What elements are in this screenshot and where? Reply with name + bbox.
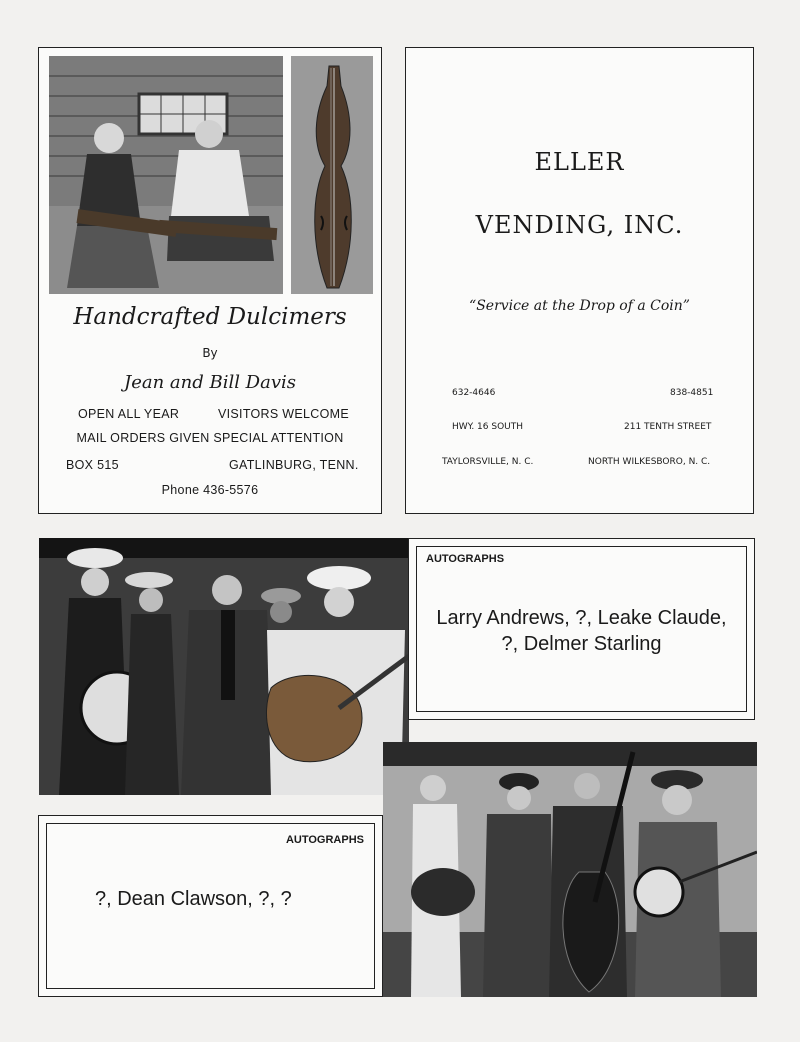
autographs-names-1a: Larry Andrews, ?, Leake Claude, — [436, 607, 727, 629]
eller-left-address: HWY. 16 SOUTH — [452, 422, 524, 432]
autographs-heading-1: AUTOGRAPHS — [426, 553, 505, 565]
eller-left-phone: 632-4646 — [452, 388, 496, 398]
autographs-names-1b: ?, Delmer Starling — [501, 633, 662, 655]
eller-slogan: “Service at the Drop of a Coin” — [469, 298, 690, 314]
eller-left-city: TAYLORSVILLE, N. C. — [442, 457, 534, 467]
dulcimer-box: BOX 515 — [66, 458, 119, 472]
eller-name-line2: VENDING, INC. — [475, 211, 684, 239]
eller-name-line1: ELLER — [534, 148, 625, 176]
band-photo-2 — [383, 742, 757, 997]
autographs-heading-2: AUTOGRAPHS — [285, 834, 364, 846]
autographs-box-2 — [38, 815, 383, 997]
eller-vending-ad — [405, 47, 754, 514]
dulcimer-makers: Jean and Bill Davis — [123, 372, 297, 393]
dulcimer-by: By — [202, 346, 218, 360]
autographs-box-1 — [408, 538, 755, 720]
dulcimer-makers-photo — [49, 56, 283, 294]
dulcimer-open: OPEN ALL YEAR — [78, 407, 180, 421]
dulcimer-phone: Phone 436-5576 — [161, 483, 259, 497]
dulcimer-title: Handcrafted Dulcimers — [73, 304, 347, 330]
band-photo-1 — [39, 538, 409, 795]
dulcimer-photo — [291, 56, 373, 294]
dulcimer-mail-orders: MAIL ORDERS GIVEN SPECIAL ATTENTION — [76, 431, 344, 445]
dulcimer-city: GATLINBURG, TENN. — [229, 458, 359, 472]
dulcimer-ad — [38, 47, 382, 514]
eller-right-phone: 838-4851 — [670, 388, 714, 398]
eller-right-city: NORTH WILKESBORO, N. C. — [588, 457, 711, 467]
eller-right-address: 211 TENTH STREET — [624, 422, 712, 432]
dulcimer-visitors: VISITORS WELCOME — [218, 407, 349, 421]
autographs-names-2: ?, Dean Clawson, ?, ? — [95, 888, 292, 910]
